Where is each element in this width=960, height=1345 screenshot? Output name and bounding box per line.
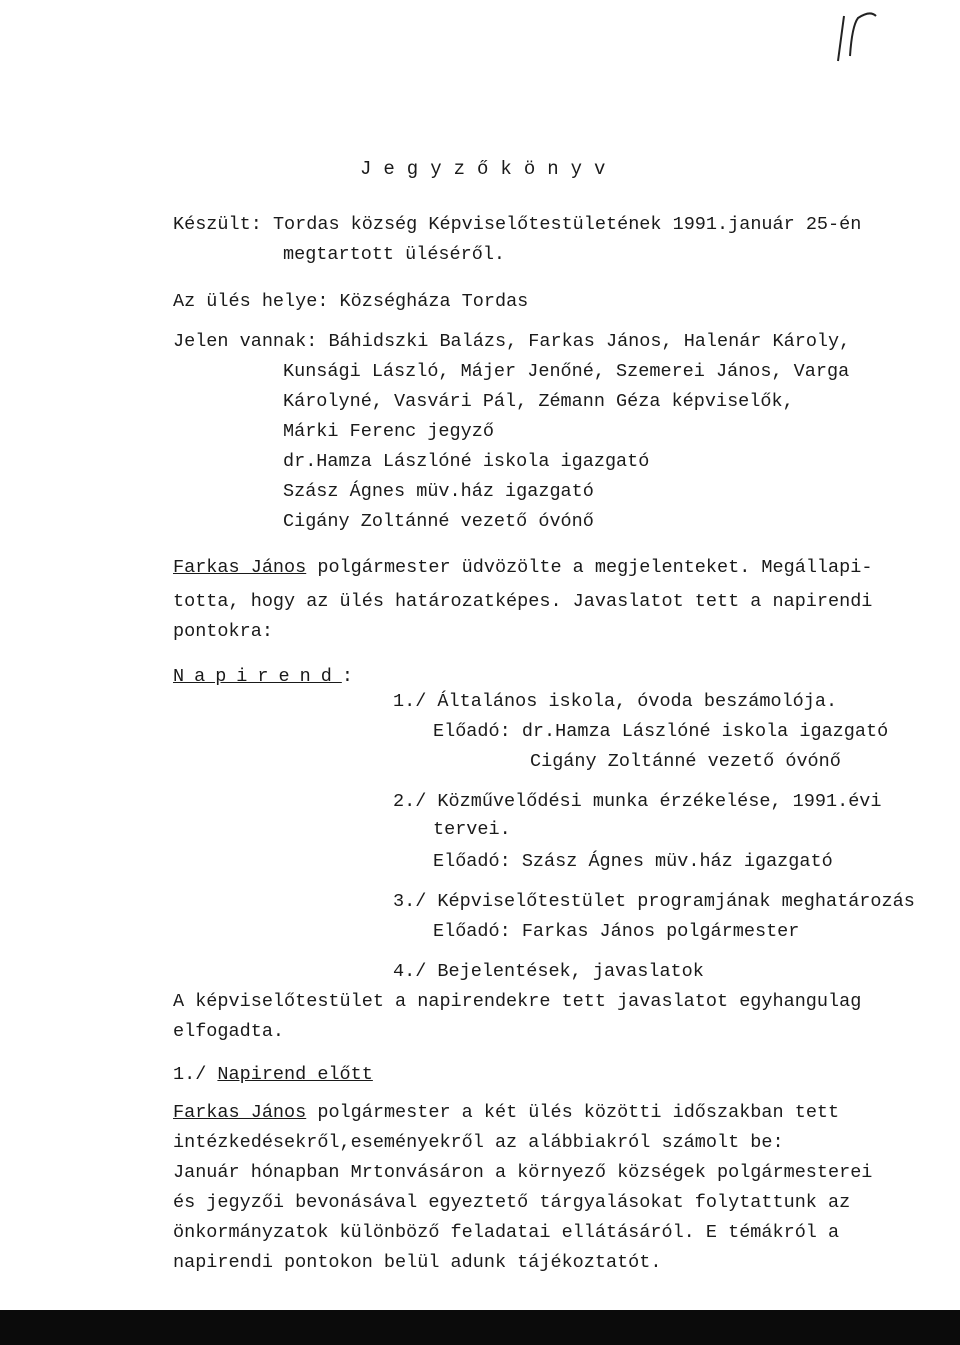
attendee-line: Márki Ferenc jegyző <box>283 421 494 442</box>
report-mayor-name: Farkas János <box>173 1102 307 1123</box>
agenda-item-1-presenter-2: Cigány Zoltánné vezető óvónő <box>530 751 841 772</box>
presenter-name: Farkas János polgármester <box>521 921 800 942</box>
agenda-item-1 <box>393 690 837 714</box>
acceptance-line-2: elfogadta. <box>173 1021 285 1042</box>
agenda-item-text: Bejelentések, javaslatok <box>437 961 704 982</box>
handwritten-page-mark <box>830 6 890 66</box>
agenda-item-number: 2./ <box>393 791 427 812</box>
report-line: és jegyzői bevonásával egyeztető tárgyalásokat folytattunk az <box>173 1192 851 1213</box>
attendees-label: Jelen vannak: <box>173 331 318 352</box>
location-value: Községháza Tordas <box>339 291 529 312</box>
section-title: Napirend előtt <box>217 1064 373 1085</box>
agenda-item-number: 3./ <box>393 891 427 912</box>
report-line: Január hónapban Mrtonvásáron a környező községek polgármesterei <box>173 1162 873 1183</box>
report-line: intézkedésekről,eseményekről az alábbiakról számolt be: <box>173 1132 784 1153</box>
agenda-item-number: 1./ <box>393 691 427 712</box>
attendee-line: Kunsági László, Májer Jenőné, Szemerei János, Varga <box>283 361 850 382</box>
mayor-name: Farkas János <box>173 557 307 578</box>
report-line: önkormányzatok különböző feladatai ellátásáról. E témákról a <box>173 1222 840 1243</box>
attendee-line: dr.Hamza Lászlóné iskola igazgató <box>283 451 650 472</box>
location-line <box>173 290 528 314</box>
intro-text: Tordas község Képviselőtestületének 1991.január 25-én <box>272 214 862 235</box>
agenda-item-2-presenter <box>433 850 833 874</box>
agenda-item-4 <box>393 960 704 984</box>
presenter-label: Előadó: <box>433 851 511 872</box>
report-text: polgármester a két ülés közötti időszakban tett <box>306 1102 840 1123</box>
attendee-line: Károlyné, Vasvári Pál, Zémann Géza képviselők, <box>283 391 794 412</box>
agenda-heading <box>173 665 353 689</box>
presenter-label: Előadó: <box>433 921 511 942</box>
presenter-label: Előadó: <box>433 721 511 742</box>
agenda-heading-text: Napirend <box>173 666 342 687</box>
opening-line-3: pontokra: <box>173 621 273 642</box>
attendees-line-1 <box>173 330 850 354</box>
report-line-1 <box>173 1101 839 1125</box>
section-number: 1./ <box>173 1064 207 1085</box>
agenda-item-3 <box>393 890 915 914</box>
agenda-item-3-presenter <box>433 920 799 944</box>
location-label: Az ülés helye: <box>173 291 329 312</box>
intro-line-2: megtartott üléséről. <box>283 244 506 265</box>
intro-label: Készült: <box>173 214 262 235</box>
opening-text: polgármester üdvözölte a megjelenteket. Megállapi- <box>306 557 873 578</box>
agenda-heading-colon: : <box>341 666 353 687</box>
agenda-item-2-cont: tervei. <box>433 819 511 840</box>
acceptance-line-1: A képviselőtestület a napirendekre tett javaslatot egyhangulag <box>173 991 862 1012</box>
attendee-line: Cigány Zoltánné vezető óvónő <box>283 511 594 532</box>
agenda-item-text: Képviselőtestület programjának meghatározás <box>437 891 915 912</box>
intro-line-1 <box>173 213 861 237</box>
agenda-item-text: Közművelődési munka érzékelése, 1991.évi <box>437 791 882 812</box>
report-line: napirendi pontokon belül adunk tájékoztatót. <box>173 1252 662 1273</box>
agenda-item-number: 4./ <box>393 961 427 982</box>
presenter-name: Szász Ágnes müv.ház igazgató <box>521 851 833 872</box>
presenter-name: dr.Hamza Lászlóné iskola igazgató <box>521 721 889 742</box>
section-heading <box>173 1063 373 1087</box>
scan-edge-bar <box>0 1310 960 1345</box>
opening-line-2: totta, hogy az ülés határozatképes. Javaslatot tett a napirendi <box>173 591 873 612</box>
agenda-item-text: Általános iskola, óvoda beszámolója. <box>437 691 838 712</box>
agenda-item-2 <box>393 790 882 814</box>
attendee-line: Szász Ágnes müv.ház igazgató <box>283 481 594 502</box>
document-title: Jegyzőkönyv <box>360 158 618 180</box>
opening-line-1 <box>173 556 872 580</box>
agenda-item-1-presenter <box>433 720 888 744</box>
attendee-text: Báhidszki Balázs, Farkas János, Halenár Károly, <box>328 331 851 352</box>
